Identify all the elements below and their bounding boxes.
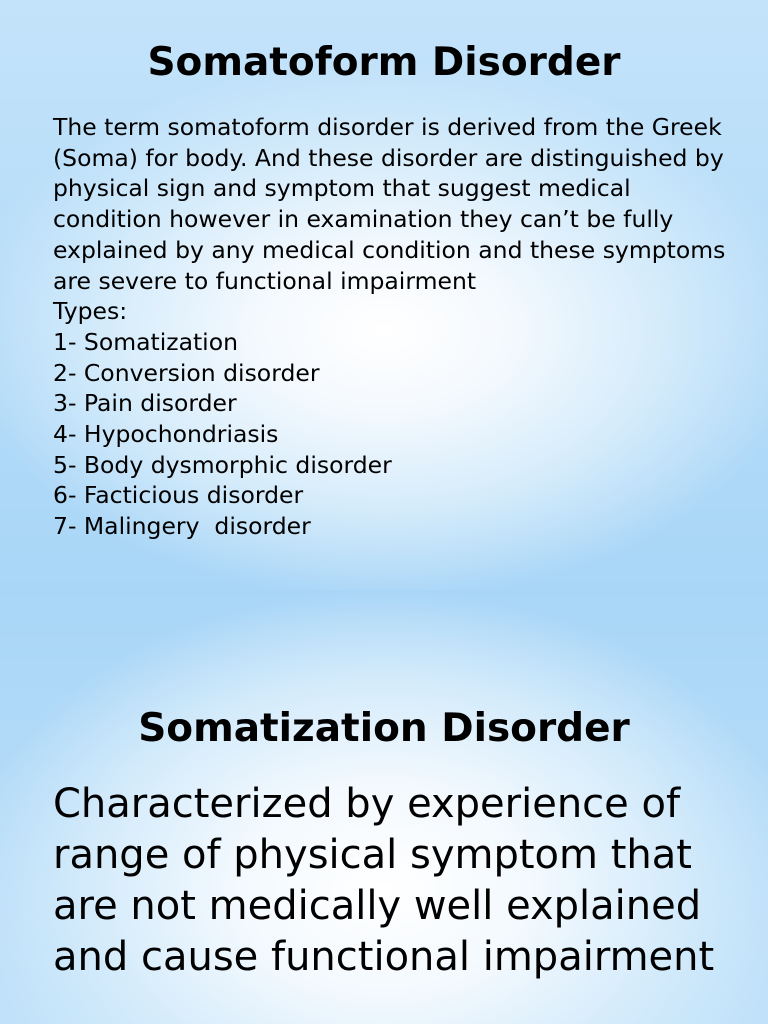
list-item: 6- Facticious disorder: [53, 481, 304, 510]
types-heading: Types:: [53, 297, 128, 326]
slide-title: Somatoform Disorder: [147, 40, 621, 85]
slide-body: [53, 112, 743, 542]
slide-somatization-disorder: [0, 590, 768, 1024]
types-list: [53, 327, 743, 542]
slide-body: Characterized by experience of range of physical symptom that are not medically well explained and cause functional impairment: [53, 781, 715, 980]
list-item: 7- Malingery disorder: [53, 512, 311, 541]
list-item: 1- Somatization: [53, 327, 238, 356]
list-item: 5- Body dysmorphic disorder: [53, 450, 392, 479]
list-item: 4- Hypochondriasis: [53, 420, 279, 449]
intro-paragraph: The term somatoform disorder is derived from the Greek (Soma) for body. And these disorder are distinguished by physical sign and symptom that suggest medical condition however in examination they can’t be fully explained by any medical condition and these symptoms are severe to functional impairment: [53, 113, 726, 295]
list-item: 3- Pain disorder: [53, 389, 237, 418]
list-item: 2- Conversion disorder: [53, 358, 320, 387]
slide-title: Somatization Disorder: [138, 706, 630, 751]
